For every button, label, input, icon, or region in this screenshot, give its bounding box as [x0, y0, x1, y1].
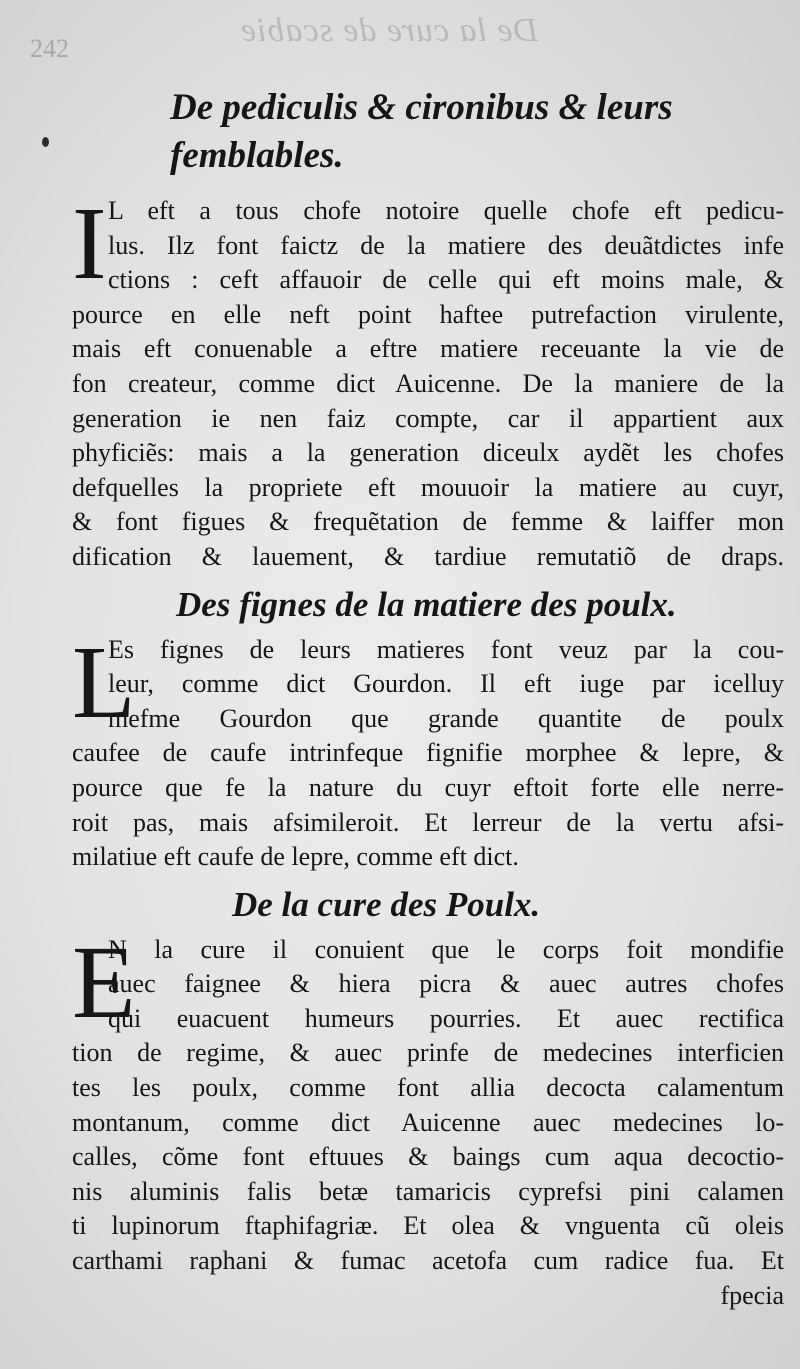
text-line: qui euacuent humeurs pourries. Et auec rectifica: [108, 1003, 784, 1033]
text-line: carthami raphani & fumac acetofa cum radice fua. Et: [72, 1246, 784, 1276]
text-line: auec faignee & hiera picra & auec autres chofes: [108, 969, 784, 999]
text-line: pource que fe la nature du cuyr eftoit forte elle nerre-: [72, 772, 784, 802]
text-line: & font figues & frequẽtation de femme & laiffer mon: [72, 507, 784, 537]
text-line: lus. Ilz font faictz de la matiere des deuãtdictes infe: [108, 230, 784, 260]
section-title-line: De pediculis & cironibus & leurs: [170, 87, 673, 128]
text-line: calles, cõme font eftuues & baings cum aqua decoctio-: [72, 1142, 784, 1172]
margin-mark: [42, 137, 49, 147]
section-title-line: femblables.: [170, 135, 344, 176]
paragraph-signes: [72, 624, 784, 875]
paragraph-cure: [72, 924, 784, 1314]
text-line: nis aluminis falis betæ tamaricis cyprefsi pini calamen: [72, 1176, 784, 1206]
text-line: tes les poulx, comme font allia decocta calamentum: [72, 1073, 784, 1103]
drop-cap: I: [72, 186, 107, 301]
text-line: ctions : ceft affauoir de celle qui eft moins male, &: [108, 265, 784, 295]
text-line: ti lupinorum ftaphifagriæ. Et olea & vnguenta cũ oleis: [72, 1211, 784, 1241]
text-line: roit pas, mais afsimileroit. Et lerreur de la vertu afsi-: [72, 807, 784, 837]
paragraph-pediculis: [72, 186, 784, 575]
section-title-signes: Des fignes de la matiere des poulx.: [176, 584, 677, 624]
text-line: dification & lauement, & tardiue remutatiõ de draps.: [72, 541, 784, 571]
text-line: tion de regime, & auec prinfe de medecines interficien: [72, 1038, 784, 1068]
text-line: defquelles la propriete eft mouuoir la matiere au cuyr,: [72, 472, 784, 502]
text-line: phyficiẽs: mais a la generation diceulx aydẽt les chofes: [72, 438, 784, 468]
drop-cap: L: [72, 624, 136, 740]
drop-cap: E: [72, 924, 136, 1040]
catchword: fpecia: [720, 1280, 784, 1310]
running-head: De la cure de scabie: [240, 12, 539, 49]
text-line: leur, comme dict Gourdon. Il eft iuge par icelluy: [108, 669, 784, 699]
text-line: Es fignes de leurs matieres font veuz par la cou-: [108, 634, 784, 664]
text-line: pource en elle neft point haftee putrefaction virulente,: [72, 299, 784, 329]
text-line: mais eft conuenable a eftre matiere receuante la vie de: [72, 334, 784, 364]
text-line: mefme Gourdon que grande quantite de poulx: [108, 703, 784, 733]
page-number: 242: [30, 34, 69, 63]
text-block: [72, 84, 784, 1313]
section-title-cure: De la cure des Poulx.: [232, 884, 541, 924]
text-line: milatiue eft caufe de lepre, comme eft dict.: [72, 842, 519, 872]
text-line: montanum, comme dict Auicenne auec medecines lo-: [72, 1107, 784, 1137]
section-title-pediculis: [72, 84, 784, 180]
text-line: caufee de caufe intrinfeque fignifie morphee & lepre, &: [72, 738, 784, 768]
text-line: generation ie nen faiz compte, car il appartient aux: [72, 403, 784, 433]
text-line: N la cure il conuient que le corps foit mondifie: [108, 934, 784, 964]
text-line: fon createur, comme dict Auicenne. De la maniere de la: [72, 368, 784, 398]
text-line: L eft a tous chofe notoire quelle chofe eft pedicu-: [108, 196, 784, 225]
